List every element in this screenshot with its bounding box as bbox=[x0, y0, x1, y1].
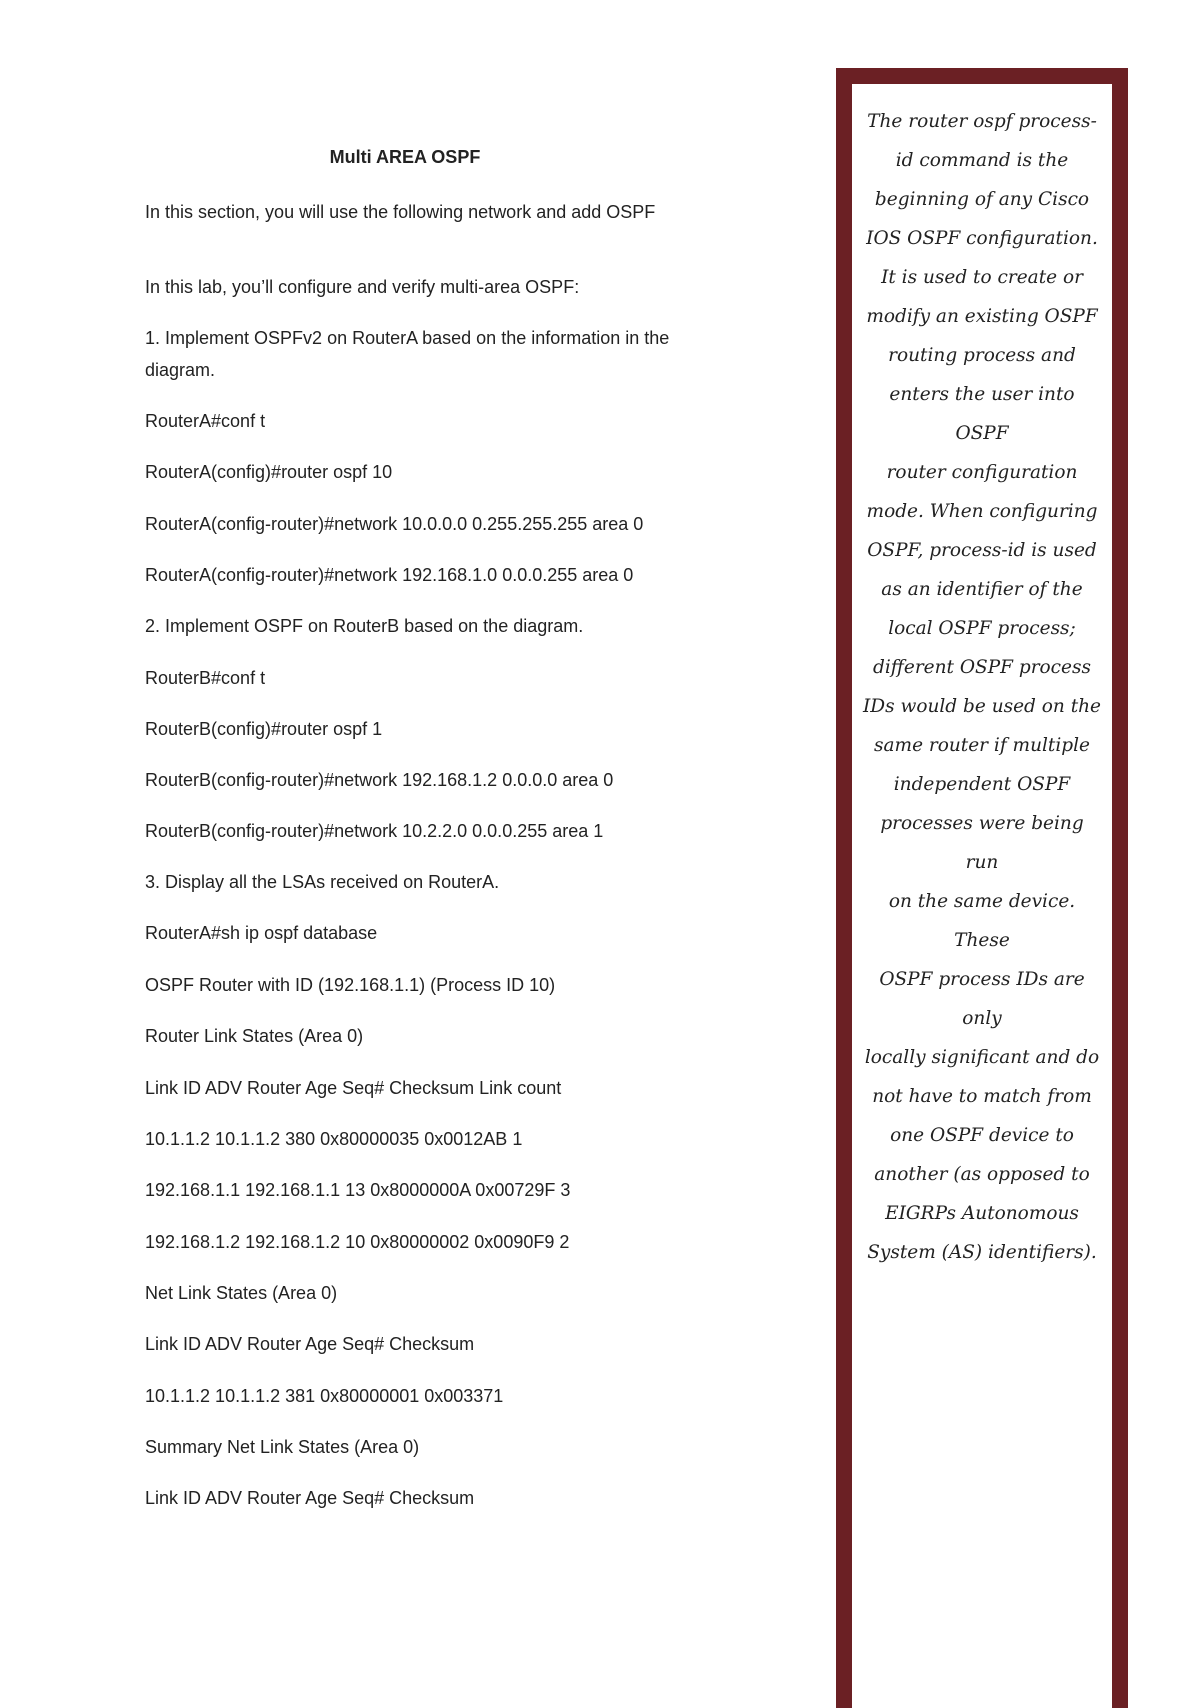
step-1-continuation: diagram. bbox=[145, 360, 216, 380]
sidebar-line: another (as opposed to bbox=[874, 1164, 1090, 1185]
sidebar-line: beginning of any Cisco bbox=[874, 189, 1090, 210]
command-line: RouterA(config-router)#network 10.0.0.0 0.255.255.255 area 0 bbox=[145, 514, 644, 534]
sidebar-text bbox=[862, 102, 1102, 1272]
sidebar-line: different OSPF process bbox=[873, 657, 1091, 678]
output-line: 192.168.1.1 192.168.1.1 13 0x8000000A 0x00729F 3 bbox=[145, 1180, 571, 1200]
command-line: RouterA#sh ip ospf database bbox=[145, 923, 378, 943]
sidebar-line: mode. When configuring bbox=[866, 501, 1098, 522]
output-line: 10.1.1.2 10.1.1.2 381 0x80000001 0x003371 bbox=[145, 1386, 504, 1406]
sidebar-line: processes were being run bbox=[880, 813, 1084, 873]
command-line: RouterA#conf t bbox=[145, 411, 266, 431]
output-line: 192.168.1.2 192.168.1.2 10 0x80000002 0x0090F9 2 bbox=[145, 1232, 570, 1252]
command-line: RouterB(config-router)#network 10.2.2.0 0.0.0.255 area 1 bbox=[145, 821, 604, 841]
lab-intro-line: In this lab, you’ll configure and verify multi-area OSPF: bbox=[145, 277, 580, 297]
intro-line: In this section, you will use the following network and add OSPF bbox=[145, 202, 656, 222]
sidebar-line: not have to match from bbox=[872, 1086, 1092, 1107]
step-2-line: 2. Implement OSPF on RouterB based on the diagram. bbox=[145, 616, 584, 636]
sidebar-line: OSPF process IDs are only bbox=[879, 969, 1085, 1029]
output-line: Link ID ADV Router Age Seq# Checksum bbox=[145, 1334, 475, 1354]
output-line: 10.1.1.2 10.1.1.2 380 0x80000035 0x0012AB 1 bbox=[145, 1129, 523, 1149]
sidebar-line: routing process and bbox=[888, 345, 1076, 366]
command-line: RouterB#conf t bbox=[145, 668, 266, 688]
sidebar-callout bbox=[836, 68, 1128, 1708]
output-line: Net Link States (Area 0) bbox=[145, 1283, 338, 1303]
command-line: RouterA(config)#router ospf 10 bbox=[145, 462, 393, 482]
sidebar-line: The router ospf process- bbox=[867, 111, 1097, 132]
output-line: Summary Net Link States (Area 0) bbox=[145, 1437, 420, 1457]
sidebar-line: enters the user into OSPF bbox=[889, 384, 1075, 444]
step-3-line: 3. Display all the LSAs received on RouterA. bbox=[145, 872, 500, 892]
sidebar-line: as an identifier of the bbox=[881, 579, 1083, 600]
sidebar-line: System (AS) identifiers). bbox=[867, 1242, 1097, 1263]
sidebar-line: local OSPF process; bbox=[888, 618, 1076, 639]
page-title: Multi AREA OSPF bbox=[329, 147, 481, 167]
sidebar-line: OSPF, process-id is used bbox=[867, 540, 1097, 561]
output-line: Router Link States (Area 0) bbox=[145, 1026, 364, 1046]
sidebar-line: IDs would be used on the bbox=[862, 696, 1102, 717]
command-line: RouterB(config-router)#network 192.168.1.2 0.0.0.0 area 0 bbox=[145, 770, 614, 790]
output-line: Link ID ADV Router Age Seq# Checksum Link count bbox=[145, 1078, 562, 1098]
command-line: RouterB(config)#router ospf 1 bbox=[145, 719, 383, 739]
command-line: RouterA(config-router)#network 192.168.1.0 0.0.0.255 area 0 bbox=[145, 565, 634, 585]
output-line: Link ID ADV Router Age Seq# Checksum bbox=[145, 1488, 475, 1508]
sidebar-line: one OSPF device to bbox=[890, 1125, 1074, 1146]
sidebar-line: EIGRPs Autonomous bbox=[885, 1203, 1079, 1224]
sidebar-line: router configuration bbox=[886, 462, 1078, 483]
sidebar-line: IOS OSPF configuration. bbox=[866, 228, 1098, 249]
sidebar-line: modify an existing OSPF bbox=[866, 306, 1098, 327]
sidebar-line: on the same device. These bbox=[888, 891, 1076, 951]
output-line: OSPF Router with ID (192.168.1.1) (Process ID 10) bbox=[145, 975, 556, 995]
sidebar-line: locally significant and do bbox=[864, 1047, 1100, 1068]
step-1-line: 1. Implement OSPFv2 on RouterA based on the information in the bbox=[145, 328, 670, 348]
sidebar-line: same router if multiple bbox=[874, 735, 1090, 756]
sidebar-line: It is used to create or bbox=[881, 267, 1083, 288]
sidebar-line: independent OSPF bbox=[893, 774, 1071, 795]
sidebar-line: id command is the bbox=[895, 150, 1069, 171]
